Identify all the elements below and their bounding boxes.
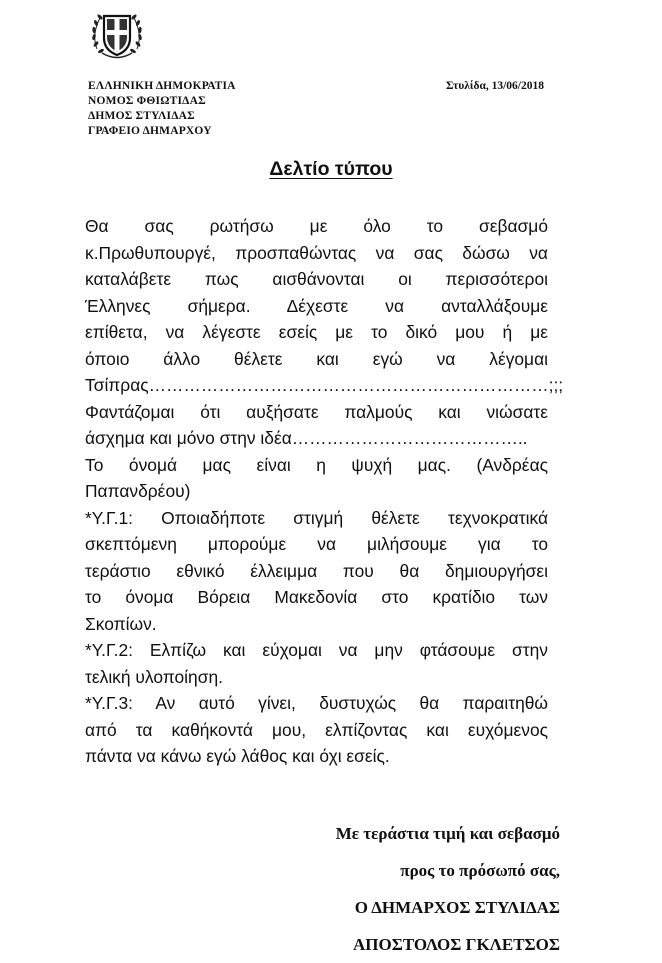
- body-line: *Υ.Γ.3: Αν αυτό γίνει, δυστυχώς θα παραιτηθώ: [85, 693, 548, 713]
- header-prefecture: ΝΟΜΟΣ ΦΘΙΩΤΙΔΑΣ: [88, 95, 206, 107]
- body-line: τελική υλοποίηση.: [85, 666, 223, 687]
- body-line: Φαντάζομαι ότι αυξήσατε παλμούς και νιώσατε: [85, 401, 548, 422]
- document-title: Δελτίο τύπου: [269, 158, 393, 180]
- closing-line-2: προς το πρόσωπό σας,: [400, 861, 560, 880]
- signer-role: Ο ΔΗΜΑΡΧΟΣ ΣΤΥΛΙΔΑΣ: [354, 898, 560, 917]
- body-line: σκεπτόμενη μπορούμε να μιλήσουμε για το: [85, 534, 548, 554]
- body-line: *Υ.Γ.1: Οποιαδήποτε στιγμή θέλετε τεχνοκρατικά: [85, 507, 548, 528]
- press-release-body: [85, 213, 564, 770]
- body-line: Τσίπρας……………………………………………………………;;;: [85, 375, 564, 395]
- body-line: καταλάβετε πως αισθάνονται οι περισσότεροι: [85, 269, 548, 289]
- body-line: τεράστιο εθνικό έλλειμμα που θα δημιουργήσει: [85, 560, 548, 581]
- signer-name: ΑΠΟΣΤΟΛΟΣ ΓΚΛΕΤΣΟΣ: [353, 935, 560, 954]
- body-line: Σκοπίων.: [85, 613, 157, 634]
- body-line: Έλληνες σήμερα. Δέχεστε να ανταλλάξουμε: [85, 295, 548, 316]
- signature-block: [336, 815, 560, 963]
- body-line: Παπανδρέου): [85, 481, 191, 501]
- document-date: Στυλίδα, 13/06/2018: [446, 80, 544, 92]
- body-line: πάντα να κάνω εγώ λάθος και όχι εσείς.: [85, 746, 390, 766]
- header-office: ΓΡΑΦΕΙΟ ΔΗΜΑΡΧΟΥ: [88, 125, 212, 137]
- body-line: όποιο άλλο θέλετε και εγώ να λέγομαι: [85, 348, 548, 369]
- body-line: επίθετα, να λέγεστε εσείς με το δικό μου ή με: [85, 322, 548, 342]
- greek-coat-of-arms-icon: [87, 4, 147, 66]
- issuer-header: [88, 79, 236, 139]
- body-line: Θα σας ρωτήσω με όλο το σεβασμό: [85, 216, 548, 236]
- body-line: κ.Πρωθυπουργέ, προσπαθώντας να σας δώσω να: [85, 242, 548, 263]
- body-line: το όνομα Βόρεια Μακεδονία στο κρατίδιο των: [85, 587, 548, 607]
- body-line: *Υ.Γ.2: Ελπίζω και εύχομαι να μην φτάσουμε στην: [85, 640, 548, 660]
- body-line: από τα καθήκοντά μου, ελπίζοντας και ευχόμενος: [85, 719, 548, 740]
- header-country: ΕΛΛΗΝΙΚΗ ΔΗΜΟΚΡΑΤΙΑ: [88, 80, 236, 92]
- closing-line: Με τεράστια τιμή και σεβασμό: [335, 824, 560, 843]
- body-line: άσχημα και μόνο στην ιδέα…………………………………..: [85, 428, 528, 448]
- header-municipality: ΔΗΜΟΣ ΣΤΥΛΙΔΑΣ: [88, 110, 195, 122]
- body-line: Το όνομά μας είναι η ψυχή μας. (Ανδρέας: [85, 454, 548, 475]
